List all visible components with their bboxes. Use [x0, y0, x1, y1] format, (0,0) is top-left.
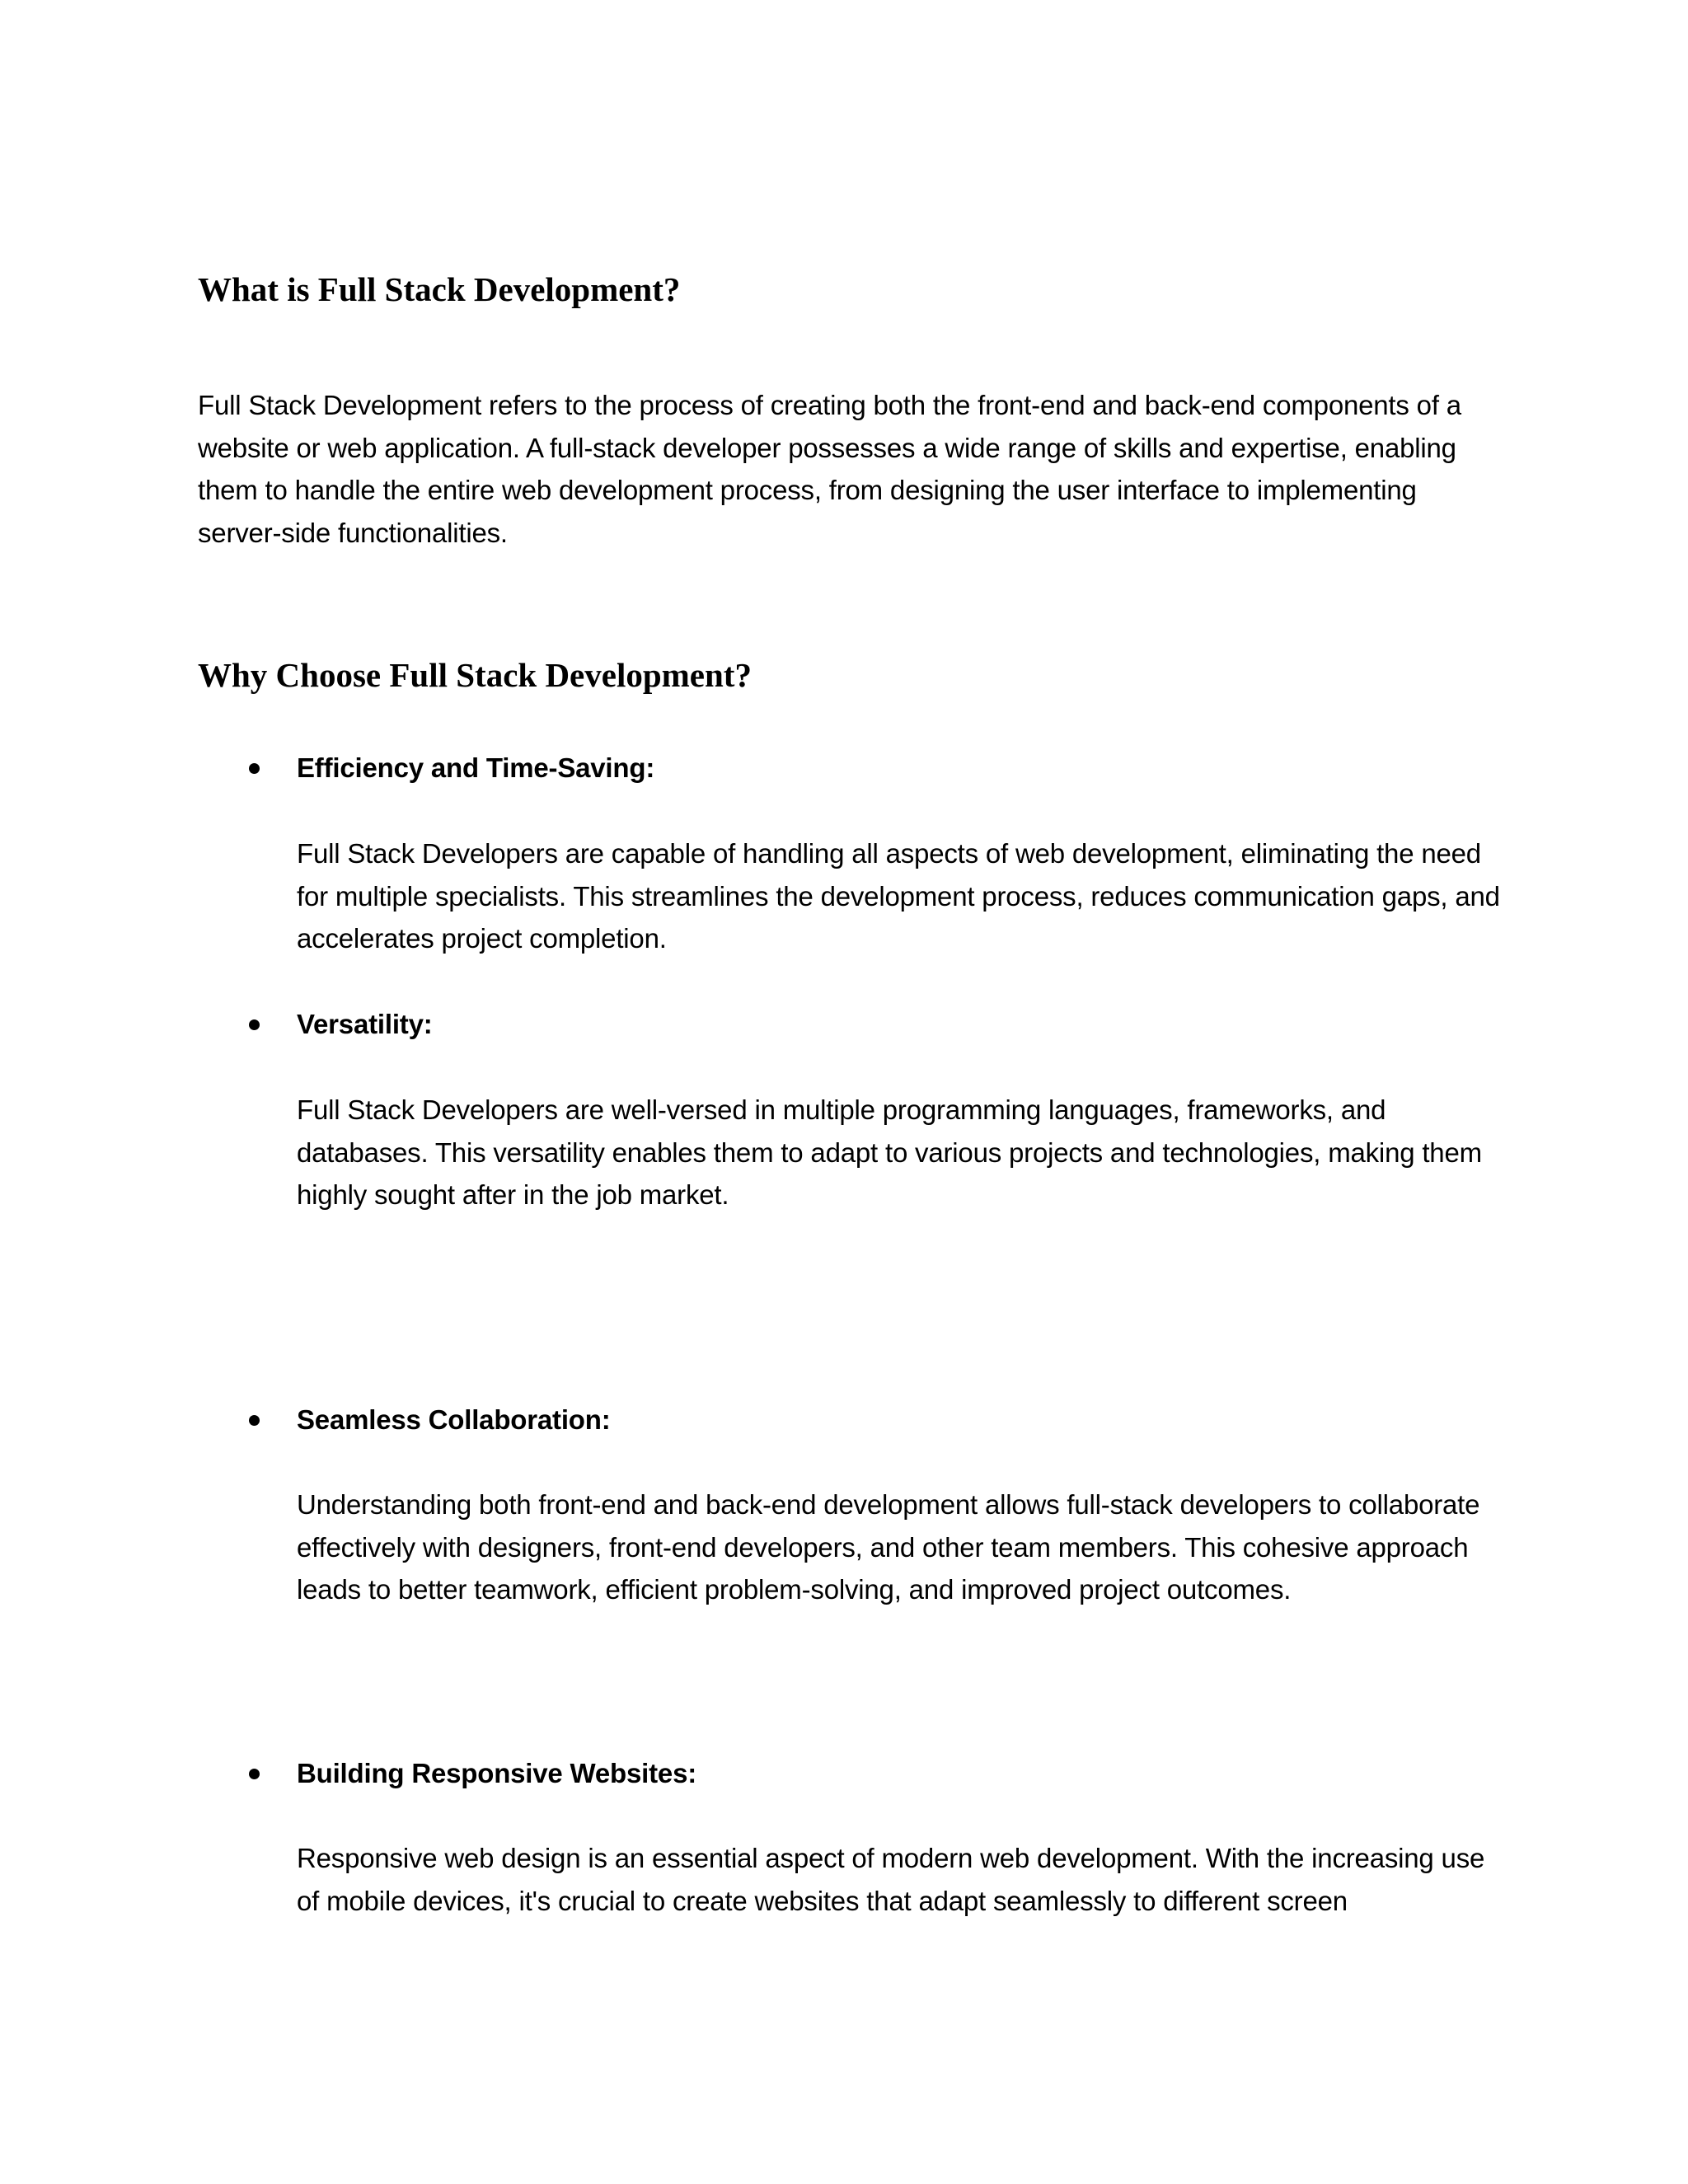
- list-item-responsive: [198, 1752, 1517, 1795]
- list-item-body: Responsive web design is an essential aspect of modern web development. With the increasing use of mobile devices, it's crucial to create websites that adapt seamlessly to different screen: [297, 1843, 1485, 1916]
- list-item-body: Full Stack Developers are capable of handling all aspects of web development, eliminating the need for multiple specialists. This streamlines the development process, reduces communication gaps, and accelerates project completion.: [297, 838, 1500, 954]
- list-item-title: Versatility:: [297, 1009, 433, 1039]
- list-item-efficiency: [198, 747, 1517, 790]
- list-item-versatility: [198, 1003, 1517, 1046]
- bullet-icon: [249, 1769, 260, 1779]
- list-item-body: Full Stack Developers are well-versed in multiple programming languages, frameworks, and databases. This versatility enables them to adapt to various projects and technologies, making them highly sought after in the job market.: [297, 1094, 1482, 1210]
- list-item-title: Building Responsive Websites:: [297, 1758, 697, 1788]
- section-heading-why-choose: Why Choose Full Stack Development?: [198, 656, 752, 694]
- bullet-icon: [249, 1019, 260, 1030]
- list-item-collaboration: [198, 1399, 1517, 1441]
- list-item-title: Seamless Collaboration:: [297, 1404, 611, 1435]
- bullet-icon: [249, 1415, 260, 1426]
- list-item-title: Efficiency and Time-Saving:: [297, 752, 655, 783]
- bullet-icon: [249, 763, 260, 774]
- list-item-body: Understanding both front-end and back-end development allows full-stack developers to collaborate effectively with designers, front-end developers, and other team members. This cohesive approach leads to better teamwork, efficient problem-solving, and improved project outcomes.: [297, 1489, 1480, 1605]
- section-heading-what-is: What is Full Stack Development?: [198, 270, 681, 308]
- intro-paragraph: Full Stack Development refers to the process of creating both the front-end and back-end components of a website or web application. A full-stack developer possesses a wide range of skills and expertise, enabling them to handle the entire web development process, from designing the user interface to implementing server-side functionalities.: [198, 390, 1461, 548]
